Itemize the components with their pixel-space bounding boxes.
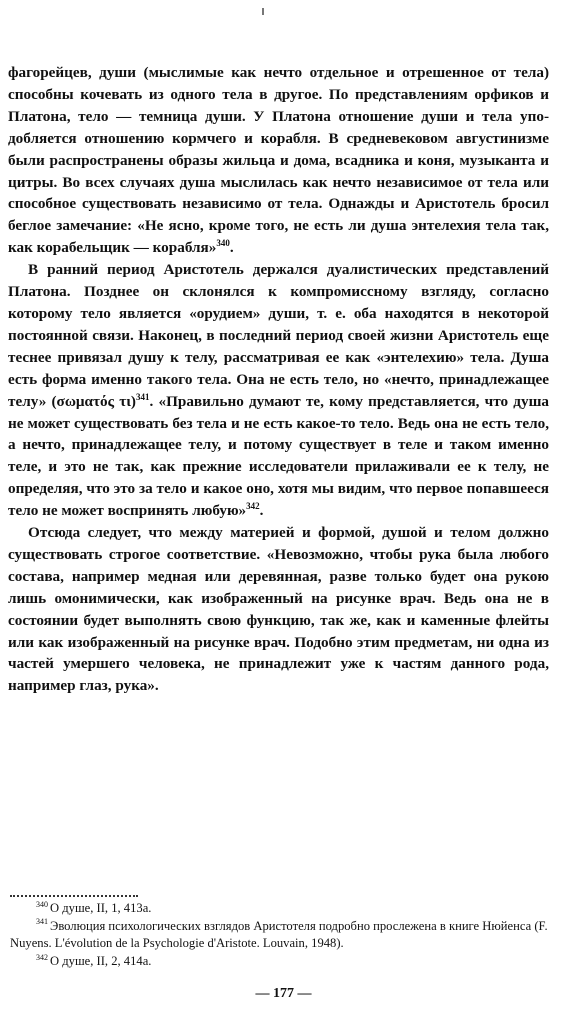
text-run: В ранний период Аристотель держался дуалистических представлений Платона. Позднее он склонялся к компромиссному взгляду, согласно которому тело является «орудием» души, т. е. оба находятся в некоторой постоянной связи. Наконец, в последний период своей жизни Аристотель еще теснее привязал душу к телу, рассматривая ее как «энтелехию» тела. Душа есть форма именно такого тела. Она не есть тело, но «нечто, принадлежащее телу» (σωματός τι) bbox=[8, 261, 549, 410]
footnote-number: 341 bbox=[36, 917, 48, 927]
main-text bbox=[8, 62, 549, 697]
text-run: . bbox=[229, 239, 234, 257]
page-number: — 177 — bbox=[255, 986, 312, 1001]
text-run: фагорейцев, души (мыслимые как нечто отдельное и отрешенное от тела) способны кочевать из одного тела в другое. По представлениям орфиков и Платона, тело — темница души. У Платона отношение души и тела уподобляется отношению кормчего и корабля. В средневековом августинизме были распространены образы жильца и дома, всадника и коня, музыканта и цитры. Во всех случаях душа мыслилась как нечто независимое от тела или способное существовать независимо от тела. Однажды и Аристотель бросил беглое замечание: «Не ясно, кроме того, не есть ли душа энтелехия тела так, как корабельщик — корабля» bbox=[8, 64, 549, 257]
footnote-text: О душе, II, 1, 413a. bbox=[50, 901, 152, 915]
text-run: Отсюда следует, что между материей и формой, душой и телом должно существовать строгое соответствие. «Невозможно, чтобы рука была любого состава, например медная или деревянная, разве только будет она рукою лишь омонимически, как изображенный на рисунке врач. Ведь она не в состоянии будет выполнять свою функцию, так же, как и каменные флейты или как изображенный на рисунке врач. Подобно этим предметам, ни одна из частей умершего человека, не принадлежит уже к частям данного рода, например глаз, рука». bbox=[8, 524, 549, 695]
footnote-number: 342 bbox=[36, 952, 48, 962]
text-run: . bbox=[259, 502, 264, 520]
paragraph-2 bbox=[8, 259, 549, 522]
paragraph-3 bbox=[8, 522, 549, 697]
footnote-text: Эволюция психологических взглядов Аристотеля подробно прослежена в книге Нюйенса (F. Nuyens. L'évolution de la Psychologie d'Aristote. Louvain, 1948). bbox=[10, 918, 548, 951]
footnote-number: 340 bbox=[36, 899, 48, 909]
footnote-ref-342[interactable]: 342 bbox=[246, 501, 260, 512]
footnote-ref-341[interactable]: 341 bbox=[135, 391, 150, 402]
footnote-342 bbox=[10, 953, 549, 971]
paragraph-1 bbox=[8, 62, 549, 259]
text-run: . «Правильно думают те, кому представляется, что душа не может существовать без тела и не есть какое-то тело. Ведь она не есть тело, а нечто, принадлежащее телу, и потому существует в теле и таком именно теле, и это не так, как прежние исследователи прилаживали ее к телу, не определяя, что это за тело и какое оно, хотя мы видим, что первое попавшееся тело не может воспринять любую» bbox=[8, 392, 549, 520]
footnote-text: О душе, II, 2, 414a. bbox=[50, 953, 152, 968]
footnotes bbox=[10, 900, 549, 970]
footnote-341 bbox=[10, 918, 549, 953]
scan-mark bbox=[262, 8, 264, 15]
footnote-340 bbox=[10, 900, 549, 918]
footnote-ref-340[interactable]: 340 bbox=[216, 238, 230, 249]
footnote-separator bbox=[10, 895, 138, 897]
